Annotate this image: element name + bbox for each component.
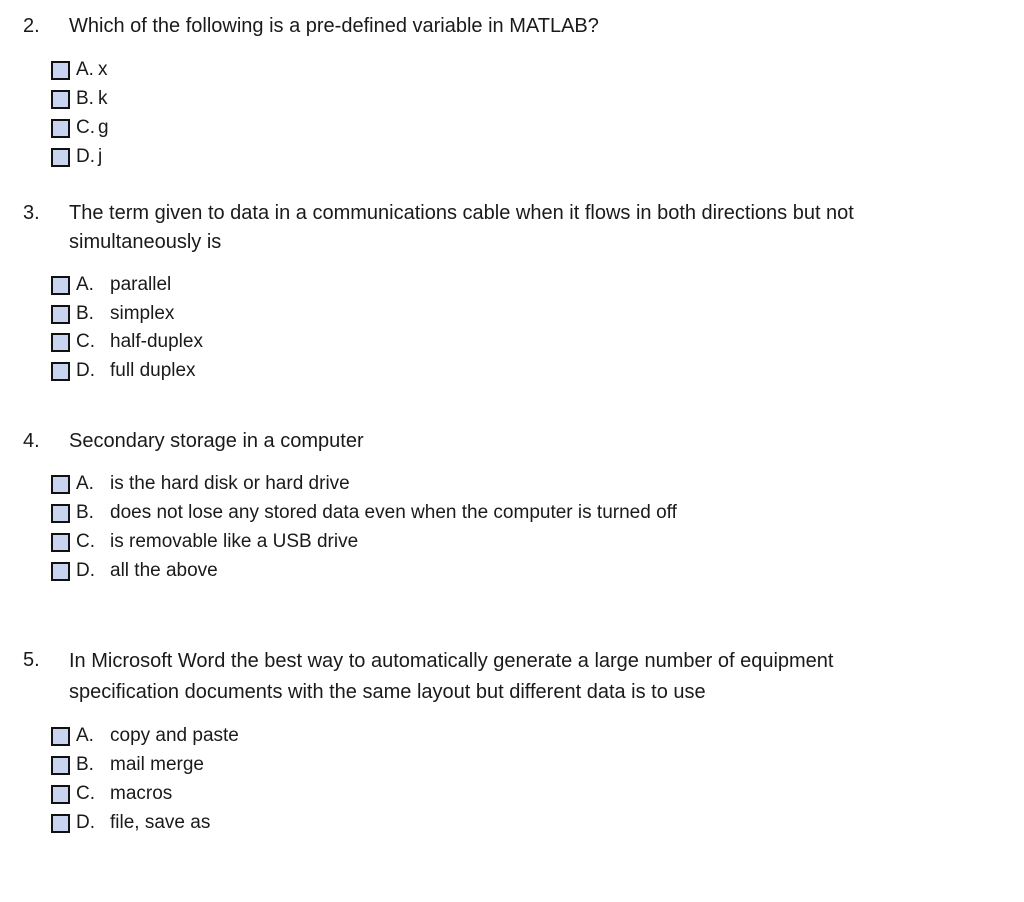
question-text: Secondary storage in a computer (69, 430, 364, 452)
option-text: all the above (110, 560, 218, 581)
option-text: x (98, 59, 108, 80)
option-a[interactable] (51, 272, 171, 298)
question-text: Which of the following is a pre-defined variable in MATLAB? (69, 15, 599, 37)
option-text: half-duplex (110, 331, 203, 352)
option-a[interactable] (51, 723, 239, 749)
checkbox[interactable] (51, 362, 70, 381)
option-text: mail merge (110, 754, 204, 775)
option-letter: A. (76, 473, 94, 494)
checkbox[interactable] (51, 504, 70, 523)
checkbox[interactable] (51, 148, 70, 167)
option-b[interactable] (51, 86, 108, 112)
option-letter: B. (76, 303, 94, 324)
option-letter: B. (76, 502, 94, 523)
checkbox[interactable] (51, 533, 70, 552)
option-a[interactable] (51, 471, 350, 497)
option-letter: B. (76, 88, 94, 109)
checkbox[interactable] (51, 276, 70, 295)
option-letter: D. (76, 360, 95, 381)
option-a[interactable] (51, 57, 108, 83)
question-number: 5. (23, 649, 40, 671)
option-text: is the hard disk or hard drive (110, 473, 350, 494)
question-text: The term given to data in a communications cable when it flows in both directions but not simultaneously is (69, 202, 854, 253)
option-text: macros (110, 783, 173, 804)
option-b[interactable] (51, 500, 677, 526)
option-c[interactable] (51, 529, 358, 555)
option-d[interactable] (51, 810, 210, 836)
option-c[interactable] (51, 329, 203, 355)
checkbox[interactable] (51, 756, 70, 775)
checkbox[interactable] (51, 119, 70, 138)
option-letter: A. (76, 274, 94, 295)
question-number: 4. (23, 430, 40, 452)
option-c[interactable] (51, 781, 172, 807)
option-text: j (98, 146, 103, 167)
question-number: 3. (23, 202, 40, 224)
option-letter: C. (76, 531, 95, 552)
option-text: g (98, 117, 109, 138)
checkbox[interactable] (51, 814, 70, 833)
option-text: copy and paste (110, 725, 239, 746)
option-b[interactable] (51, 752, 204, 778)
option-letter: D. (76, 146, 95, 167)
option-text: simplex (110, 303, 175, 324)
question-number: 2. (23, 15, 40, 37)
option-letter: C. (76, 117, 95, 138)
option-letter: A. (76, 725, 94, 746)
checkbox[interactable] (51, 562, 70, 581)
option-letter: C. (76, 331, 95, 352)
checkbox[interactable] (51, 475, 70, 494)
option-letter: C. (76, 783, 95, 804)
checkbox[interactable] (51, 90, 70, 109)
option-text: k (98, 88, 108, 109)
option-letter: D. (76, 812, 95, 833)
checkbox[interactable] (51, 727, 70, 746)
checkbox[interactable] (51, 785, 70, 804)
option-text: full duplex (110, 360, 196, 381)
option-text: is removable like a USB drive (110, 531, 359, 552)
option-b[interactable] (51, 301, 174, 327)
option-text: does not lose any stored data even when the computer is turned off (110, 502, 677, 523)
option-c[interactable] (51, 115, 109, 141)
checkbox[interactable] (51, 61, 70, 80)
option-text: file, save as (110, 812, 211, 833)
option-letter: A. (76, 59, 94, 80)
checkbox[interactable] (51, 333, 70, 352)
option-d[interactable] (51, 358, 196, 384)
checkbox[interactable] (51, 305, 70, 324)
question-text: In Microsoft Word the best way to automatically generate a large number of equipment specification documents with the same layout but different data is to use (69, 650, 834, 703)
option-letter: B. (76, 754, 94, 775)
option-text: parallel (110, 274, 172, 295)
option-d[interactable] (51, 144, 102, 170)
option-d[interactable] (51, 558, 218, 584)
option-letter: D. (76, 560, 95, 581)
